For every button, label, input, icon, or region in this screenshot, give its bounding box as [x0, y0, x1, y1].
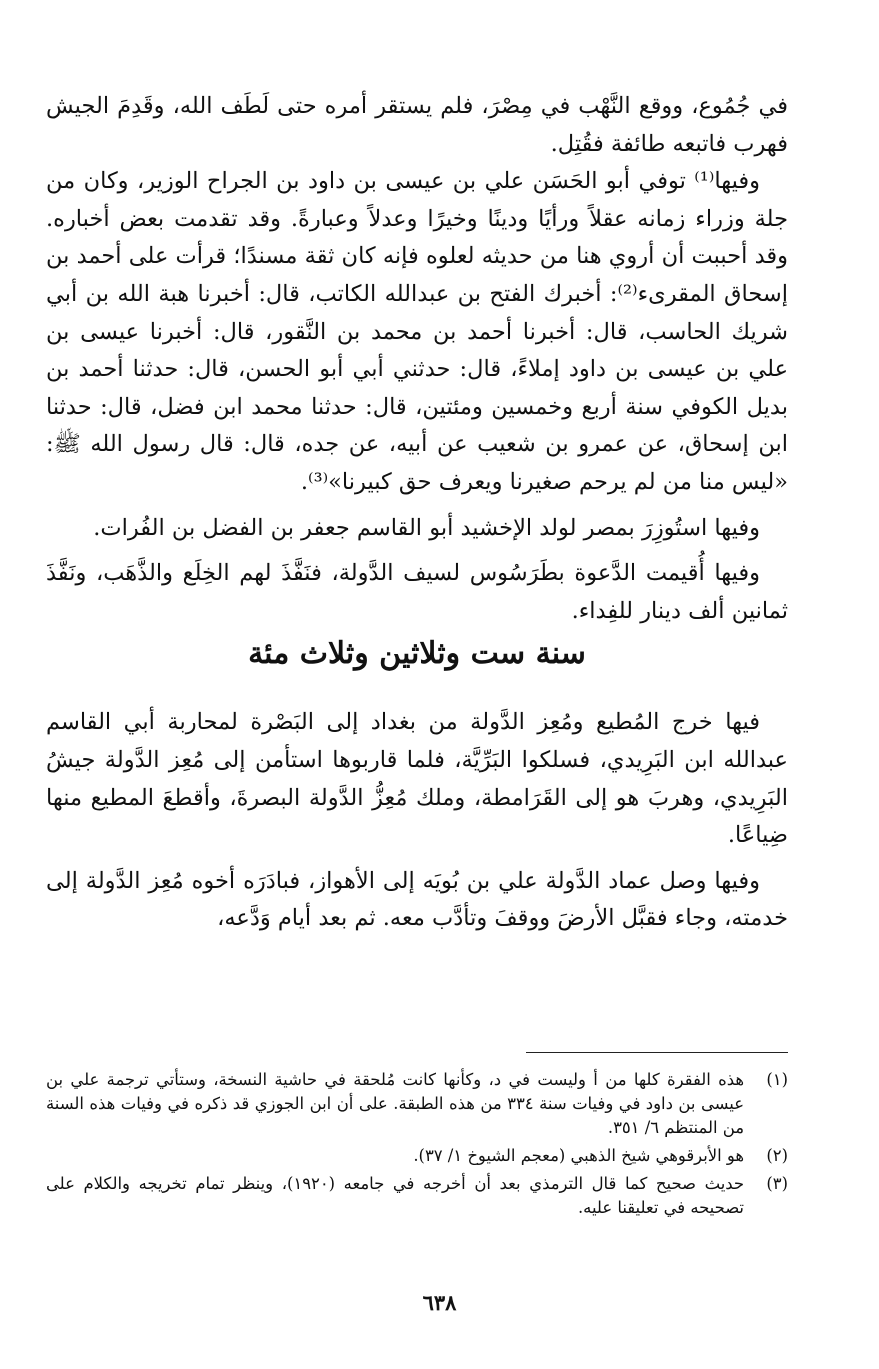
footnote — [46, 1144, 788, 1168]
main-text — [46, 88, 788, 938]
footnotes — [46, 1068, 788, 1224]
footnote-number: (٣) — [766, 1174, 788, 1193]
paragraph-ali-ibn-isa: وفيها⁽¹⁾ توفي أبو الحَسَن علي بن عيسى بن داود بن الجراح الوزير، وكان من جلة وزراء زمانه عقلاً ورأيًا ودينًا وخيرًا وعدلاً وعبارةً. وقد تقدمت بعض أخباره. وقد أحببت أن أروي هنا من حديثه لعلوه فإنه كان ثقة مسندًا؛ قرأت على أحمد بن إسحاق المقرىء⁽²⁾: أخبرك الفتح بن عبدالله الكاتب، قال: أخبرنا هبة الله بن أبي شريك الحاسب، قال: أخبرنا أحمد بن محمد بن النَّقور، قال: أخبرنا عيسى بن علي بن عيسى بن داود إملاءً، قال: حدثني أبي أبو الحسن، قال: حدثنا أحمد بن بديل الكوفي سنة أربع وخمسين ومئتين، قال: حدثنا محمد ابن فضل، قال: حدثنا ابن إسحاق، عن عمرو بن شعيب عن أبيه، عن جده، قال: قال رسول الله ﷺ: «ليس منا من لم يرحم صغيرنا ويعرف حق كبيرنا»⁽³⁾. — [46, 168, 788, 495]
footnote-number: (١) — [766, 1070, 788, 1089]
paragraph-tarsus: وفيها أُقيمت الدَّعوة بطَرَسُوس لسيف الدَّولة، فنَفَّذَ لهم الخِلَع والذَّهَب، ونَفَّذَ ثمانين ألف دينار للفِداء. — [46, 560, 788, 624]
paragraph-imad-al-dawla: وفيها وصل عماد الدَّولة علي بن بُويَه إلى الأهواز، فبادَرَه أخوه مُعِز الدَّولة إلى خدمته، وجاء فقبَّل الأرضَ ووقفَ وتأدَّب معه. ثم بعد أيام وَدَّعه، — [46, 867, 788, 932]
footnote-text: هذه الفقرة كلها من أ وليست في د، وكأنها كانت مُلحقة في حاشية النسخة، وستأتي ترجمة علي بن عيسى بن داود في وفيات سنة ٣٣٤ من هذه الطبقة. على أن ابن الجوزي قد ذكره في وفيات هذه السنة من المنتظم ٦/ ٣٥١. — [46, 1070, 744, 1137]
paragraph-vizier-egypt: وفيها استُوزِرَ بمصر لولد الإخشيد أبو القاسم جعفر بن الفضل بن الفُرات. — [93, 514, 760, 541]
footnote-text: حديث صحيح كما قال الترمذي بعد أن أخرجه في جامعه (١٩٢٠)، وينظر تمام تخريجه والكلام على تصحيحه في تعليقنا عليه. — [46, 1174, 744, 1217]
footnote — [46, 1172, 788, 1220]
footnote-number: (٢) — [766, 1146, 788, 1165]
year-heading: سنة ست وثلاثين وثلاث مئة — [248, 636, 586, 672]
footnote-text: هو الأبرقوهي شيخ الذهبي (معجم الشيوخ ١/ ٣٧). — [413, 1146, 744, 1165]
page-number: ٦٣٨ — [422, 1290, 457, 1315]
paragraph-continuation: في جُمُوع، ووقع النَّهْب في مِصْرَ، فلم يستقر أمره حتى لَطَف الله، وقَدِمَ الجيش فهرب فاتبعه طائفة فقُتِل. — [46, 93, 788, 157]
paragraph-basra: فيها خرج المُطيع ومُعِز الدَّولة من بغداد إلى البَصْرة لمحاربة أبي القاسم عبدالله ابن البَرِيدي، فسلكوا البَرِّيَّة، فلما قاربوها استأمن إلى مُعِز الدَّولة جيشُ البَرِيدي، وهربَ هو إلى القَرَامطة، وملك مُعِزُّ الدَّولة البصرةَ، وأقطعَ المطيع منها ضِياعًا. — [46, 709, 788, 849]
footnote-divider — [526, 1052, 788, 1053]
footnote — [46, 1068, 788, 1140]
